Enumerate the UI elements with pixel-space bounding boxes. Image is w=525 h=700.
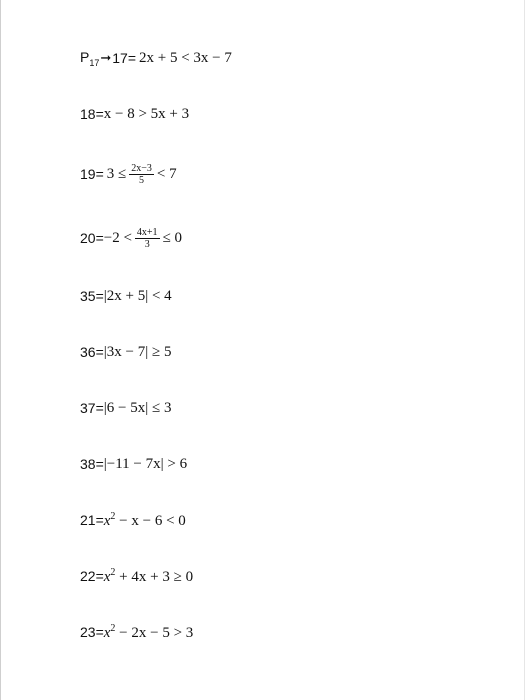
expression-prefix: 3 ≤ xyxy=(106,165,127,182)
problem-number: 22= xyxy=(80,568,104,584)
fraction-denominator: 3 xyxy=(144,238,150,250)
fraction-numerator: 2x−3 xyxy=(131,162,152,174)
problem-expression: $x^2 + 4x + 3 \ge 0$ xyxy=(103,566,194,585)
problem-expression: |3x − 7| ≥ 5 xyxy=(103,343,172,360)
fraction-numerator: 4x+1 xyxy=(136,226,158,238)
problem-set-label: $P_{17}$ xyxy=(80,48,100,68)
problem-number: 19= xyxy=(80,166,104,182)
problem-expression: x − 8 > 5x + 3 xyxy=(103,105,190,122)
expression-suffix: ≤ 0 xyxy=(162,229,183,246)
problem-number: 18= xyxy=(80,106,104,122)
problem-number: 36= xyxy=(80,344,104,360)
problem-number: 21= xyxy=(80,512,104,528)
problem-number: 35= xyxy=(80,288,104,304)
expression-suffix: < 7 xyxy=(156,165,177,182)
expression-prefix: −2 < xyxy=(103,229,132,246)
problem-expression: |6 − 5x| ≤ 3 xyxy=(103,399,172,416)
problem-19 xyxy=(80,162,177,186)
problem-number: 20= xyxy=(80,230,104,246)
problem-17 xyxy=(80,46,232,70)
problem-36 xyxy=(80,340,171,364)
problem-37 xyxy=(80,396,171,420)
arrow-icon: ➞ xyxy=(100,50,112,65)
fraction xyxy=(129,163,154,186)
problem-35 xyxy=(80,284,172,308)
problem-number: 38= xyxy=(80,456,104,472)
problem-38 xyxy=(80,452,187,476)
problem-expression: |2x + 5| < 4 xyxy=(103,287,172,304)
fraction xyxy=(135,227,160,250)
problem-number: 23= xyxy=(80,624,104,640)
problem-expression: 2x + 5 < 3x − 7 xyxy=(139,49,232,66)
problem-number: 37= xyxy=(80,400,104,416)
page-left-edge xyxy=(0,0,1,700)
problem-22 xyxy=(80,564,193,588)
problem-18 xyxy=(80,102,189,126)
problem-number: 17= xyxy=(112,50,137,66)
problem-expression: $x^2 - 2x - 5 > 3$ xyxy=(103,622,194,641)
problem-23 xyxy=(80,620,193,644)
problem-expression: |−11 − 7x| > 6 xyxy=(103,455,188,472)
fraction-denominator: 5 xyxy=(139,174,145,186)
problem-21 xyxy=(80,508,186,532)
problem-expression: $x^2 - x - 6 < 0$ xyxy=(103,510,186,529)
problem-20 xyxy=(80,226,182,250)
